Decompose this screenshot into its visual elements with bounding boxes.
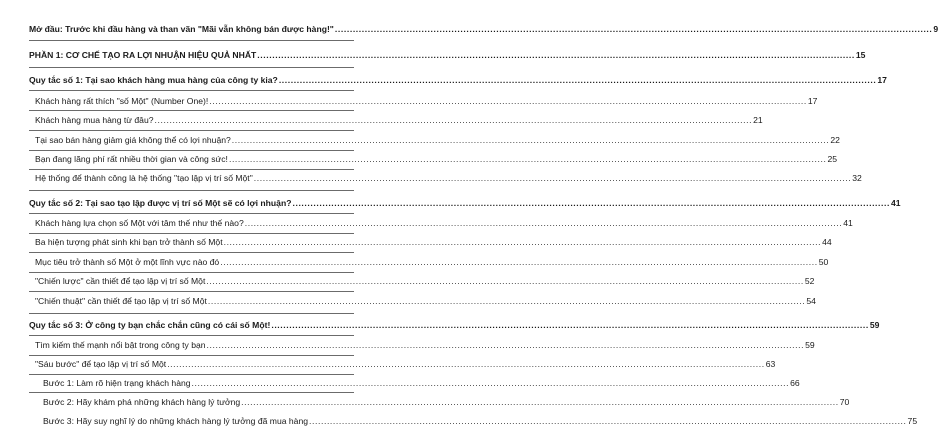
divider bbox=[29, 130, 354, 131]
toc-entry-intro[interactable] bbox=[29, 24, 938, 35]
toc-entry-page: 63 bbox=[765, 359, 776, 369]
divider bbox=[29, 252, 354, 253]
dot-leader bbox=[292, 198, 890, 209]
dot-leader bbox=[254, 173, 852, 184]
toc-entry-title: Quy tắc số 2: Tại sao tạo lập được vị trí số Một sẽ có lợi nhuận? bbox=[29, 198, 292, 208]
toc-entry-title: Quy tắc số 1: Tại sao khách hàng mua hàng của công ty kia? bbox=[29, 75, 278, 85]
toc-entry-title: Ba hiện tượng phát sinh khi bạn trở thành số Một bbox=[35, 237, 223, 247]
toc-entry-title: Tại sao bán hàng giảm giá không thể có lợi nhuận? bbox=[35, 135, 231, 145]
toc-entry-rule1[interactable] bbox=[29, 75, 887, 86]
toc-entry[interactable] bbox=[35, 218, 853, 229]
toc-entry-step[interactable] bbox=[43, 397, 850, 408]
toc-entry-page: 44 bbox=[822, 237, 832, 247]
dot-leader bbox=[245, 218, 843, 229]
toc-entry-page: 66 bbox=[790, 378, 800, 388]
toc-entry-page: 9 bbox=[933, 24, 938, 34]
toc-entry[interactable] bbox=[35, 340, 815, 351]
divider bbox=[29, 335, 354, 336]
toc-entry-title: Mở đầu: Trước khi đầu hàng và than vãn "Mãi vẫn không bán được hàng!" bbox=[29, 24, 334, 34]
dot-leader bbox=[232, 135, 830, 146]
toc-entry[interactable] bbox=[35, 257, 829, 268]
dot-leader bbox=[206, 276, 804, 287]
dot-leader bbox=[224, 237, 822, 248]
dot-leader bbox=[309, 416, 907, 427]
divider bbox=[29, 291, 354, 292]
divider bbox=[29, 90, 354, 91]
toc-entry-page: 22 bbox=[830, 135, 840, 145]
divider bbox=[29, 313, 354, 314]
divider bbox=[29, 110, 354, 111]
dot-leader bbox=[220, 257, 818, 268]
divider bbox=[29, 233, 354, 234]
dot-leader bbox=[229, 154, 827, 165]
toc-entry-title: "Sáu bước" để tạo lập vị trí số Một bbox=[35, 359, 167, 369]
toc-entry-page: 75 bbox=[907, 416, 918, 426]
dot-leader bbox=[207, 340, 805, 351]
dot-leader bbox=[279, 75, 877, 86]
toc-entry-page: 59 bbox=[805, 340, 815, 350]
divider bbox=[29, 272, 354, 273]
toc-entry-step[interactable] bbox=[43, 416, 918, 427]
toc-entry-page: 50 bbox=[818, 257, 829, 267]
toc-entry-title: Bạn đang lãng phí rất nhiều thời gian và công sức! bbox=[35, 154, 228, 164]
dot-leader bbox=[271, 320, 869, 331]
toc-entry-page: 59 bbox=[869, 320, 880, 330]
toc-entry[interactable] bbox=[35, 237, 832, 248]
divider bbox=[29, 355, 354, 356]
toc-entry-page: 52 bbox=[804, 276, 815, 286]
divider bbox=[29, 169, 354, 170]
toc-entry-page: 17 bbox=[807, 96, 818, 106]
toc-entry[interactable] bbox=[35, 173, 862, 184]
divider bbox=[29, 150, 354, 151]
toc-entry-page: 25 bbox=[827, 154, 838, 164]
toc-entry[interactable] bbox=[35, 296, 816, 307]
toc-entry-title: Bước 1: Làm rõ hiện trạng khách hàng bbox=[43, 378, 191, 388]
toc-entry[interactable] bbox=[35, 359, 776, 370]
divider bbox=[29, 392, 354, 393]
toc-entry-page: 15 bbox=[855, 50, 866, 60]
toc-entry[interactable] bbox=[35, 96, 818, 107]
dot-leader bbox=[241, 397, 839, 408]
toc-entry-part1[interactable] bbox=[29, 50, 866, 61]
toc-entry[interactable] bbox=[35, 276, 815, 287]
toc-entry-title: Quy tắc số 3: Ở công ty bạn chắc chắn cũng có cái số Một! bbox=[29, 320, 271, 330]
toc-entry-page: 17 bbox=[877, 75, 887, 85]
toc-entry-rule3[interactable] bbox=[29, 320, 880, 331]
divider bbox=[29, 40, 354, 41]
toc-entry-page: 41 bbox=[891, 198, 901, 208]
toc-entry-title: Hệ thống để thành công là hệ thống "tạo lập vị trí số Một" bbox=[35, 173, 253, 183]
toc-entry-title: PHẦN 1: CƠ CHẾ TẠO RA LỢI NHUẬN HIỆU QUẢ NHẤT bbox=[29, 50, 257, 60]
dot-leader bbox=[192, 378, 790, 389]
dot-leader bbox=[155, 115, 753, 126]
toc-entry-title: "Chiến thuật" cần thiết để tạo lập vị trí số Một bbox=[35, 296, 207, 306]
toc-entry-title: Mục tiêu trở thành số Một ở một lĩnh vực nào đó bbox=[35, 257, 220, 267]
dot-leader bbox=[167, 359, 765, 370]
divider bbox=[29, 213, 354, 214]
toc-entry-title: Khách hàng mua hàng từ đâu? bbox=[35, 115, 154, 125]
toc-entry-rule2[interactable] bbox=[29, 198, 901, 209]
toc-entry-page: 41 bbox=[843, 218, 853, 228]
toc-entry[interactable] bbox=[35, 135, 840, 146]
dot-leader bbox=[209, 96, 807, 107]
divider bbox=[29, 374, 354, 375]
toc-entry-page: 32 bbox=[852, 173, 862, 183]
toc-entry-title: Bước 2: Hãy khám phá những khách hàng lý tưởng bbox=[43, 397, 241, 407]
toc-entry-step[interactable] bbox=[43, 378, 800, 389]
dot-leader bbox=[208, 296, 806, 307]
divider bbox=[29, 190, 354, 191]
dot-leader bbox=[335, 24, 933, 35]
toc-entry-title: Tìm kiếm thế mạnh nổi bật trong công ty bạn bbox=[35, 340, 206, 350]
toc-entry-title: Khách hàng rất thích "số Một" (Number One)! bbox=[35, 96, 209, 106]
toc-entry-title: "Chiến lược" cần thiết để tạo lập vị trí số Một bbox=[35, 276, 206, 286]
toc-entry[interactable] bbox=[35, 154, 838, 165]
toc-entry[interactable] bbox=[35, 115, 763, 126]
toc-entry-page: 70 bbox=[839, 397, 850, 407]
toc-entry-page: 21 bbox=[753, 115, 763, 125]
dot-leader bbox=[257, 50, 855, 61]
toc-entry-title: Bước 3: Hãy suy nghĩ lý do những khách hàng lý tưởng đã mua hàng bbox=[43, 416, 309, 426]
divider bbox=[29, 67, 354, 68]
toc-entry-title: Khách hàng lựa chọn số Một với tâm thế như thế nào? bbox=[35, 218, 244, 228]
toc-entry-page: 54 bbox=[806, 296, 816, 306]
